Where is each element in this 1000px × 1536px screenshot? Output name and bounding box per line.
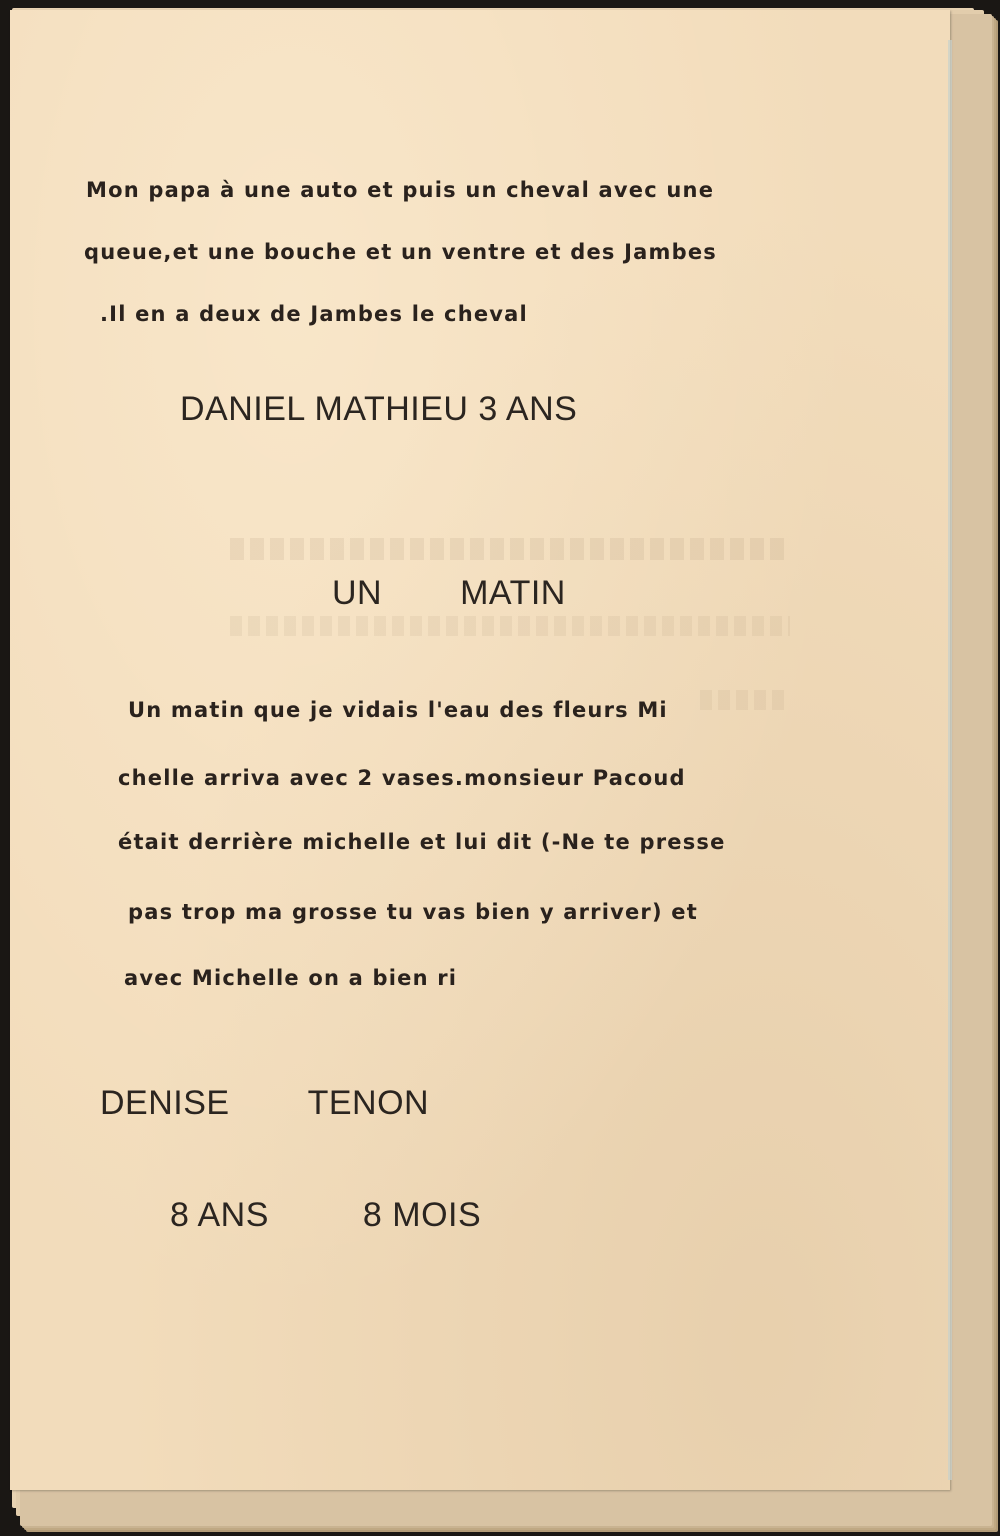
story-line-4: pas trop ma grosse tu vas bien y arriver) et bbox=[128, 900, 698, 924]
story-author-last-name: TENON bbox=[307, 1084, 430, 1122]
bleed-through-mark bbox=[230, 538, 790, 560]
bleed-through-mark bbox=[700, 690, 790, 710]
story-author-age bbox=[170, 1196, 481, 1235]
story-line-5: avec Michelle on a bien ri bbox=[124, 966, 458, 990]
story-title-word-2: MATIN bbox=[460, 574, 566, 612]
poem1-line-2: queue,et une bouche et un ventre et des Jambes bbox=[84, 240, 717, 264]
story-title-word-1: UN bbox=[332, 574, 383, 612]
poem1-line-1: Mon papa à une auto et puis un cheval avec une bbox=[86, 178, 715, 202]
story-author-first-name: DENISE bbox=[100, 1084, 230, 1122]
page-edge bbox=[948, 40, 952, 1480]
story-line-2: chelle arriva avec 2 vases.monsieur Pacoud bbox=[118, 766, 686, 790]
story-line-1: Un matin que je vidais l'eau des fleurs Mi bbox=[128, 698, 668, 722]
story-title bbox=[332, 574, 566, 613]
bleed-through-mark bbox=[230, 616, 790, 636]
age-months: 8 MOIS bbox=[362, 1196, 482, 1234]
booklet-page bbox=[10, 10, 950, 1490]
story-author bbox=[100, 1084, 429, 1123]
story-line-3: était derrière michelle et lui dit (-Ne te presse bbox=[118, 830, 726, 854]
poem1-author: DANIEL MATHIEU 3 ANS bbox=[180, 390, 578, 428]
poem1-line-3: .Il en a deux de Jambes le cheval bbox=[100, 302, 528, 326]
age-years: 8 ANS bbox=[170, 1196, 269, 1234]
